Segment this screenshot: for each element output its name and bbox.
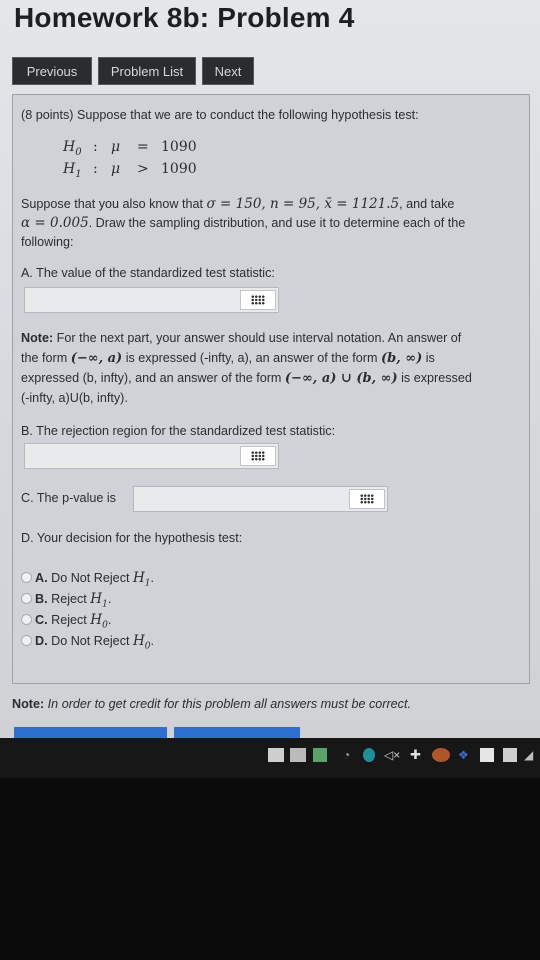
radio-option-c[interactable] [21, 614, 32, 625]
h0-operator: = [137, 139, 149, 155]
h0-mu: μ [111, 139, 121, 155]
given-text-c: . Draw the sampling distribution, and use it to determine each of the [88, 216, 466, 230]
part-b-label: B. The rejection region for the standardized test statistic: [21, 424, 336, 438]
part-a-grid-button[interactable] [240, 290, 276, 310]
volume-icon[interactable]: ◁× [384, 748, 401, 762]
grid-icon [251, 451, 265, 461]
alpha-value: α = 0.005 [21, 215, 89, 231]
option-a-end: . [150, 571, 155, 585]
option-c-letter: C. [35, 613, 48, 627]
part-c-label: C. The p-value is [21, 491, 116, 505]
previous-button[interactable]: Previous [12, 57, 92, 85]
problem-list-button[interactable]: Problem List [98, 57, 196, 85]
option-c-end: . [107, 613, 112, 627]
problem-panel [12, 94, 530, 684]
option-d-sub: 0 [144, 641, 151, 652]
option-c-sub: 0 [102, 620, 108, 631]
option-b-sub: 1 [102, 599, 108, 610]
h1-operator: > [137, 161, 149, 177]
footer-note-text: In order to get credit for this problem all answers must be correct. [44, 697, 411, 711]
part-d-label: D. Your decision for the hypothesis test: [21, 531, 243, 545]
chat-icon[interactable] [503, 748, 517, 762]
note-interval-1: (−∞, a) [70, 351, 123, 366]
note-text-2b: is expressed (-infty, a), an answer of the form [125, 351, 378, 365]
app-icon[interactable] [313, 748, 327, 762]
note-line-1 [21, 331, 461, 345]
radio-option-d[interactable] [21, 635, 32, 646]
part-a-label: A. The value of the standardized test statistic: [21, 266, 275, 280]
h1-mu: μ [111, 161, 121, 177]
problem-intro: (8 points) Suppose that we are to conduct the following hypothesis test: [21, 108, 419, 122]
next-button[interactable]: Next [202, 57, 254, 85]
h1-colon: : [93, 161, 98, 177]
option-c-var: H [90, 612, 103, 628]
radio-option-a[interactable] [21, 572, 32, 583]
option-a-sub: 1 [144, 578, 151, 589]
antivirus-icon[interactable] [480, 748, 494, 762]
option-a-letter: A. [35, 571, 48, 585]
part-c-answer-input[interactable] [133, 486, 388, 512]
option-b-letter: B. [35, 592, 48, 606]
option-c-text: Reject [51, 613, 87, 627]
h0-value: 1090 [161, 139, 197, 155]
option-a-text: Do Not Reject [51, 571, 130, 585]
h0-subscript: 0 [75, 146, 82, 158]
given-parameters: σ = 150, n = 95, x̄ = 1121.5 [206, 196, 400, 212]
option-d-var: H [133, 633, 145, 649]
part-a-answer-input[interactable] [24, 287, 279, 313]
h1-value: 1090 [161, 161, 197, 177]
option-b-text: Reject [51, 592, 87, 606]
option-a-var: H [133, 570, 145, 586]
note-text-3a: expressed (b, infty), and an answer of the form [21, 371, 282, 385]
h0-colon: : [93, 139, 98, 155]
given-text-b: , and take [399, 197, 455, 211]
option-d-end: . [150, 634, 155, 648]
note-line-4: (-infty, a)U(b, infty). [21, 391, 128, 405]
dropbox-icon[interactable]: ❖ [458, 748, 469, 762]
note-interval-3: (−∞, a) ∪ (b, ∞) [284, 371, 398, 386]
part-c-grid-button[interactable] [349, 489, 385, 509]
grid-icon [360, 494, 374, 504]
note-text-3b: is expressed [401, 371, 472, 385]
given-line-3: following: [21, 235, 74, 249]
option-b-var: H [90, 591, 103, 607]
note-interval-2: (b, ∞) [380, 351, 423, 366]
keyboard-icon[interactable] [290, 748, 306, 762]
h0-symbol: H [63, 139, 76, 155]
note-label: Note: [21, 331, 54, 345]
given-line-2 [21, 215, 465, 231]
h1-subscript: 1 [75, 168, 82, 180]
option-d-letter: D. [35, 634, 48, 648]
wifi-icon[interactable]: ◔ [343, 748, 351, 762]
given-line-1 [21, 196, 454, 212]
option-d-text: Do Not Reject [51, 634, 130, 648]
bluetooth-icon[interactable] [363, 748, 375, 762]
note-line-3 [21, 371, 472, 386]
option-b-end: . [107, 592, 112, 606]
part-b-answer-input[interactable] [24, 443, 279, 469]
given-text-a: Suppose that you also know that [21, 197, 204, 211]
footer-note [12, 697, 411, 711]
h1-symbol: H [63, 161, 76, 177]
settings-icon[interactable]: ✚ [410, 747, 421, 762]
note-text-2a: the form [21, 351, 68, 365]
cloud-icon[interactable] [432, 748, 450, 762]
radio-option-b[interactable] [21, 593, 32, 604]
taskbar [0, 738, 540, 778]
note-line-2 [21, 351, 435, 366]
network-icon[interactable] [268, 748, 284, 762]
grid-icon [251, 295, 265, 305]
note-text-1: For the next part, your answer should use interval notation. An answer of [53, 331, 462, 345]
part-b-grid-button[interactable] [240, 446, 276, 466]
notification-icon[interactable]: ◢ [524, 748, 534, 762]
page-title: Homework 8b: Problem 4 [14, 2, 355, 33]
note-text-2c: is [425, 351, 435, 365]
footer-note-label: Note: [12, 697, 45, 711]
